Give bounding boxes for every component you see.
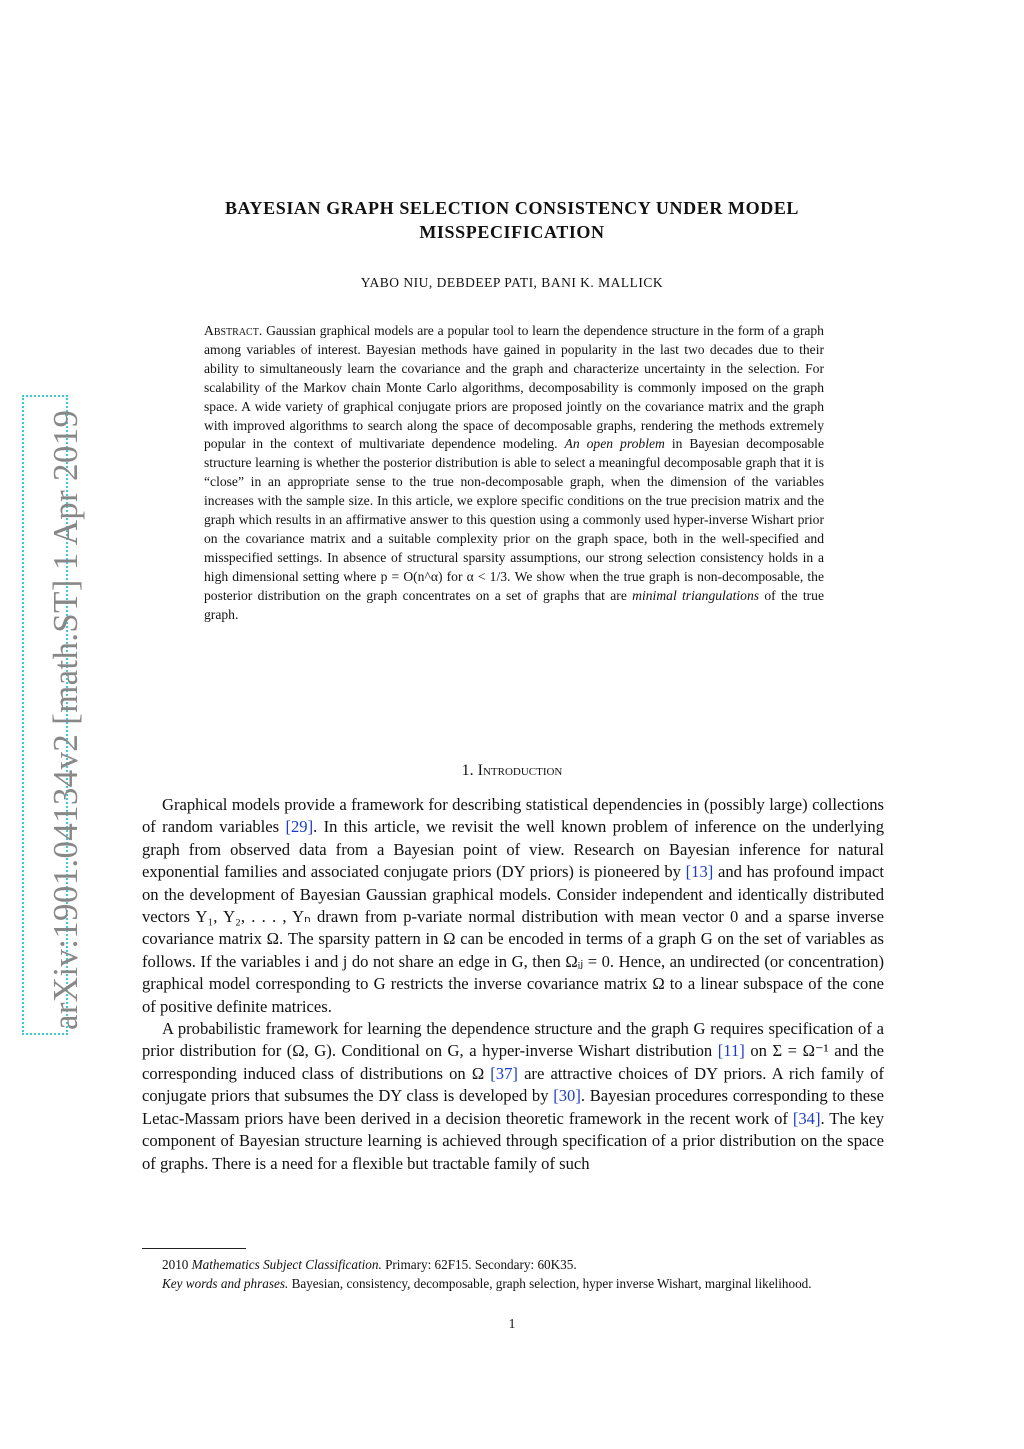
msc-year: 2010 [162, 1257, 189, 1272]
body-text [142, 794, 884, 1175]
footnotes [142, 1256, 884, 1293]
para2-text-a: A probabilistic framework for learning the dependence structure and the graph G requires specification of a prior distribution for (Ω, G). Conditional on G, a hyper-inverse Wishart distribution [142, 1019, 884, 1061]
title-line-1: BAYESIAN GRAPH SELECTION CONSISTENCY UNDER MODEL [224, 198, 800, 218]
footnote-msc [142, 1256, 884, 1275]
abstract-emphasis-2: minimal triangulations [632, 587, 760, 603]
citation-link[interactable]: [34] [792, 1108, 821, 1128]
citation-link[interactable]: [30] [553, 1086, 581, 1106]
para2-text-d: . Bayesian procedures corresponding to these Letac-Massam priors have been derived in a decision theoretic framework in the recent work of [142, 1086, 884, 1128]
footnote-keywords [142, 1275, 884, 1294]
abstract-text-1: Gaussian graphical models are a popular tool to learn the dependence structure in the form of a graph among variables of interest. Bayesian methods have gained in popularity in the last two decades due to their ability to simultaneously learn the covariance and the graph and characterize uncertainty in the selection. For scalability of the Markov chain Monte Carlo algorithms, decomposability is commonly imposed on the graph space. A wide variety of graphical conjugate priors are proposed jointly on the covariance matrix and the graph with improved algorithms to search along the space of decomposable graphs, rendering the methods extremely popular in the context of multivariate dependence modeling. [204, 323, 824, 452]
footnote-divider [142, 1248, 246, 1249]
para2-text-e: . The key component of Bayesian structure learning is achieved through specification of a prior distribution on the space of graphs. There is a need for a flexible but tractable family of such [142, 1108, 884, 1173]
keywords-text: Bayesian, consistency, decomposable, graph selection, hyper inverse Wishart, marginal likelihood. [291, 1275, 812, 1291]
para2-text-c: are attractive choices of DY priors. A rich family of conjugate priors that subsumes the DY class is developed by [142, 1063, 884, 1106]
para1-text-c: and has profound impact on the development of Bayesian Gaussian graphical models. Consider independent and identically distributed vectors Y₁, Y₂, . . . , Yₙ drawn from p-variate normal distribution with mean vector 0 and a sparse inverse covariance matrix Ω. The sparsity pattern in Ω can be encoded in terms of a graph G on the set of variables as follows. If the variables i and j do not share an edge in G, then Ωᵢⱼ = 0. Hence, an undirected (or concentration) graphical model corresponding to G restricts the inverse covariance matrix Ω to a linear subspace of the cone of positive definite matrices. [142, 862, 884, 1016]
paragraph-2 [142, 1018, 884, 1175]
paper-title [140, 196, 884, 244]
abstract-text-2: in Bayesian decomposable structure learning is whether the posterior distribution is able to select a meaningful decomposable graph that it is “close” in an appropriate sense to the true non-decomposable graph, when the dimension of the variables increases with the sample size. In this article, we explore specific conditions on the true precision matrix and the graph which results in an affirmative answer to this question using a commonly used hyper-inverse Wishart prior on the covariance matrix and a suitable complexity prior on the graph space, both in the well-specified and misspecified settings. In absence of structural sparsity assumptions, our strong selection consistency holds in a high dimensional setting where p = O(n^α) for α < 1/3. We show when the true graph is non-decomposable, the posterior distribution on the graph concentrates on a set of graphs that are [204, 436, 824, 603]
citation-link[interactable]: [13] [685, 862, 714, 882]
msc-label: Mathematics Subject Classification. [191, 1257, 382, 1272]
title-line-2: MISSPECIFICATION [419, 222, 605, 242]
abstract [204, 322, 824, 625]
msc-text: Primary: 62F15. Secondary: 60K35. [385, 1257, 577, 1272]
citation-link[interactable]: [37] [490, 1063, 518, 1083]
section-number: 1. [461, 762, 474, 779]
authors: YABO NIU, DEBDEEP PATI, BANI K. MALLICK [360, 275, 664, 290]
abstract-label: Abstract. [204, 323, 263, 338]
citation-link[interactable]: [29] [285, 817, 314, 837]
para1-text-b: . In this article, we revisit the well known problem of inference on the underlying graph from observed data from a Bayesian point of view. Research on Bayesian inference for natural exponential families and associated conjugate priors (DY priors) is pioneered by [142, 817, 885, 882]
para2-text-b: on Σ = Ω⁻¹ and the corresponding induced class of distributions on Ω [142, 1041, 884, 1083]
abstract-emphasis-1: An open problem [564, 436, 665, 452]
citation-link[interactable]: [11] [717, 1041, 745, 1061]
section-title: Introduction [477, 762, 563, 779]
para1-text-a: Graphical models provide a framework for describing statistical dependencies in (possibly large) collections of random variables [142, 795, 884, 837]
keywords-label: Key words and phrases. [162, 1275, 289, 1291]
paragraph-1 [142, 794, 884, 1018]
abstract-text-3: of the true graph. [204, 587, 825, 622]
arxiv-identifier[interactable]: arXiv:1901.04134v2 [math.ST] 1 Apr 2019 [46, 409, 85, 1030]
section-heading [140, 762, 884, 780]
page-number: 1 [508, 1316, 516, 1331]
